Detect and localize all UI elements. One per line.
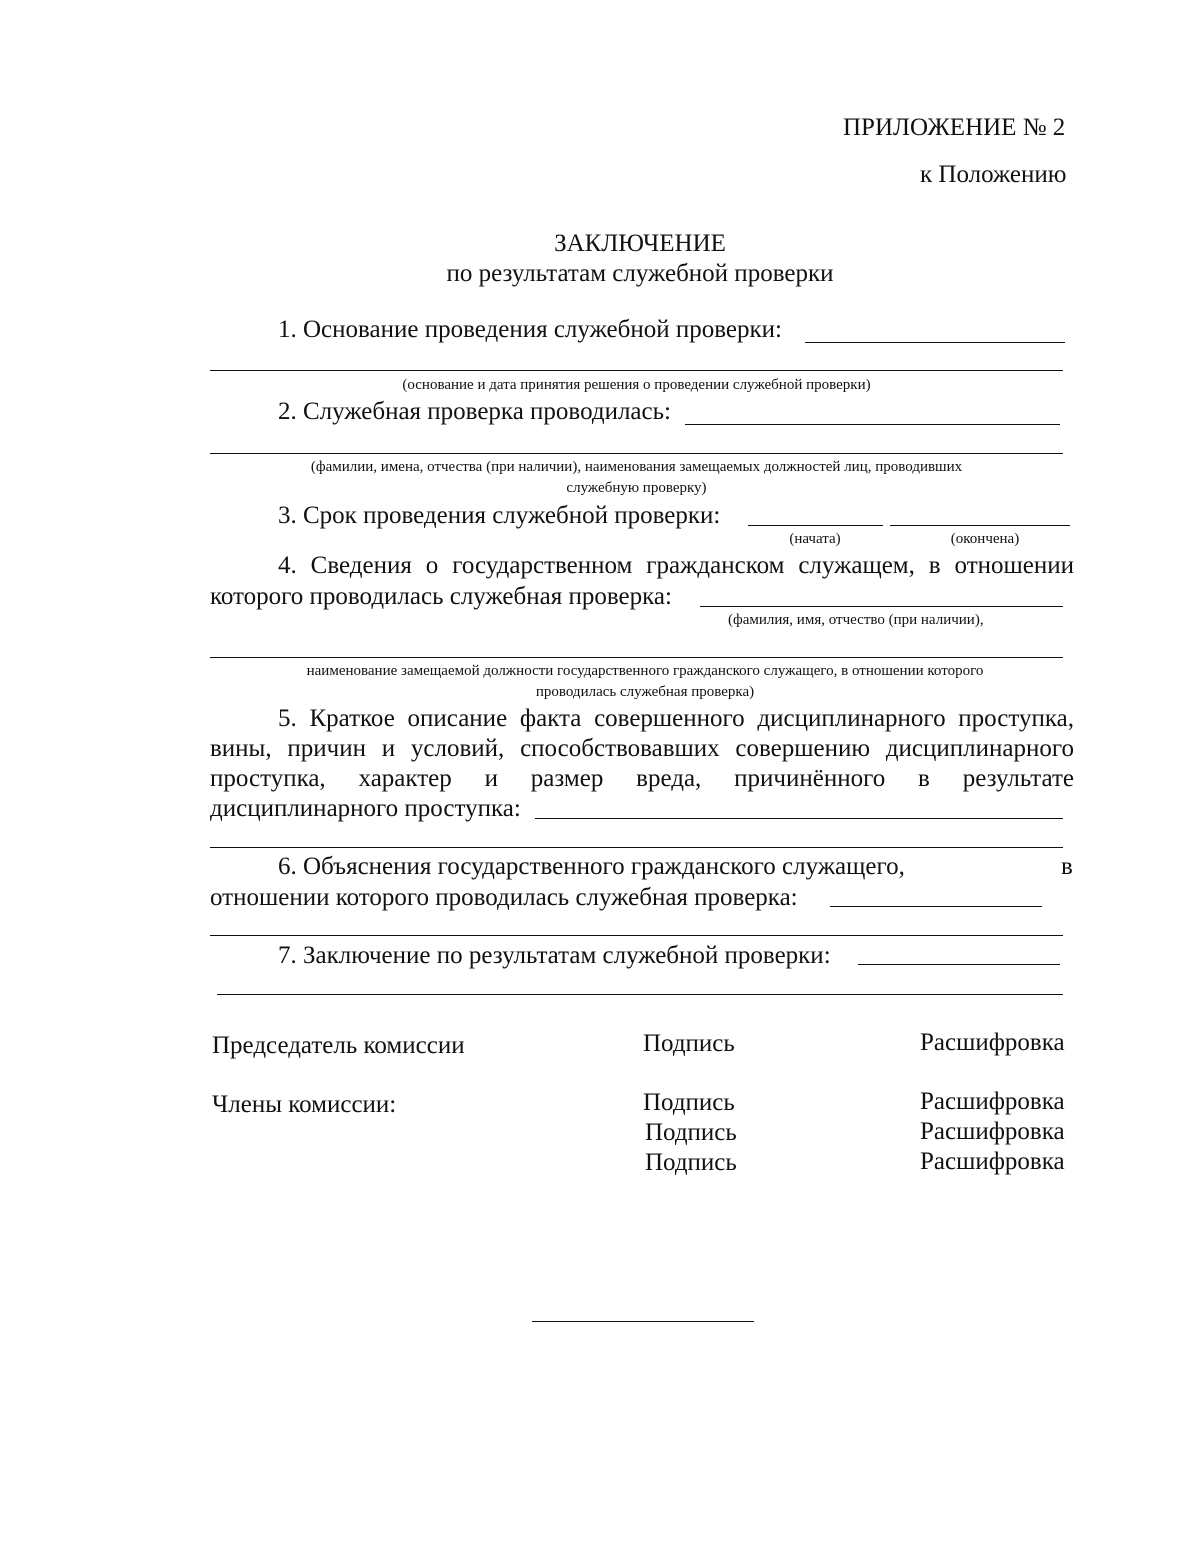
item-2-hint-line-1: (фамилии, имена, отчества (при наличии), наименования замещаемых должностей лиц, проводивших [310, 459, 963, 475]
item-4-hint-b-line-2: проводилась служебная проверка) [535, 684, 755, 700]
item-7-fill-line[interactable] [858, 964, 1060, 965]
to-regulation-label: к Положению [920, 161, 1067, 188]
chair-signature: Подпись [643, 1030, 735, 1057]
item-4-fill-line[interactable] [700, 606, 1063, 607]
member-3-signature: Подпись [645, 1149, 737, 1176]
item-1-hint: (основание и дата принятия решения о проведении служебной проверки) [402, 377, 871, 393]
members-label: Члены комиссии: [212, 1091, 397, 1118]
item-2-fill-line-2[interactable] [210, 453, 1063, 454]
item-3-end-line[interactable] [890, 525, 1070, 526]
chair-label: Председатель комиссии [212, 1032, 465, 1059]
appendix-number: ПРИЛОЖЕНИЕ № 2 [843, 114, 1066, 141]
item-2-label: 2. Служебная проверка проводилась: [278, 398, 671, 425]
item-6-fill-line[interactable] [830, 906, 1042, 907]
item-3-start-line[interactable] [748, 525, 883, 526]
document-title: ЗАКЛЮЧЕНИЕ [554, 230, 726, 257]
item-3-end-hint: (окончена) [950, 531, 1020, 547]
item-1-fill-line-2[interactable] [210, 370, 1063, 371]
member-2-signature: Подпись [645, 1119, 737, 1146]
item-4-fill-line-2[interactable] [210, 657, 1063, 658]
item-2-fill-line[interactable] [685, 424, 1060, 425]
item-4-line-2: которого проводилась служебная проверка: [210, 583, 672, 610]
item-6-line-1: 6. Объяснения государственного гражданского служащего, [278, 853, 905, 880]
closing-separator [532, 1321, 754, 1322]
item-4-hint-a: (фамилия, имя, отчество (при наличии), [728, 612, 984, 628]
item-5-line-4: дисциплинарного проступка: [210, 795, 521, 822]
item-3-start-hint: (начата) [789, 531, 841, 547]
item-2-hint-line-2: служебную проверку) [566, 480, 707, 496]
member-2-decoding: Расшифровка [920, 1118, 1065, 1145]
member-1-decoding: Расшифровка [920, 1088, 1065, 1115]
document-subtitle: по результатам служебной проверки [446, 260, 834, 287]
item-6-line-2: отношении которого проводилась служебная проверка: [210, 884, 798, 911]
member-3-decoding: Расшифровка [920, 1148, 1065, 1175]
item-1-label: 1. Основание проведения служебной проверки: [278, 316, 782, 343]
item-7-label: 7. Заключение по результатам служебной проверки: [278, 942, 831, 969]
item-5-line-1: 5. Краткое описание факта совершенного дисциплинарного проступка, [278, 705, 1074, 732]
item-5-line-3: проступка, характер и размер вреда, причинённого в результате [210, 765, 1074, 792]
item-5-fill-line-2[interactable] [210, 847, 1063, 848]
item-7-fill-line-2[interactable] [217, 994, 1063, 995]
item-4-hint-b-line-1: наименование замещаемой должности государственного гражданского служащего, в отношении которого [306, 663, 984, 679]
chair-decoding: Расшифровка [920, 1029, 1065, 1056]
item-5-fill-line[interactable] [535, 818, 1063, 819]
item-6-fill-line-2[interactable] [210, 935, 1063, 936]
item-3-label: 3. Срок проведения служебной проверки: [278, 502, 721, 529]
item-5-line-2: вины, причин и условий, способствовавших совершению дисциплинарного [210, 735, 1074, 762]
item-6-line-1-tail: в [1061, 853, 1073, 880]
item-1-fill-line[interactable] [805, 342, 1065, 343]
member-1-signature: Подпись [643, 1089, 735, 1116]
item-4-line-1: 4. Сведения о государственном гражданском служащем, в отношении [278, 552, 1074, 579]
